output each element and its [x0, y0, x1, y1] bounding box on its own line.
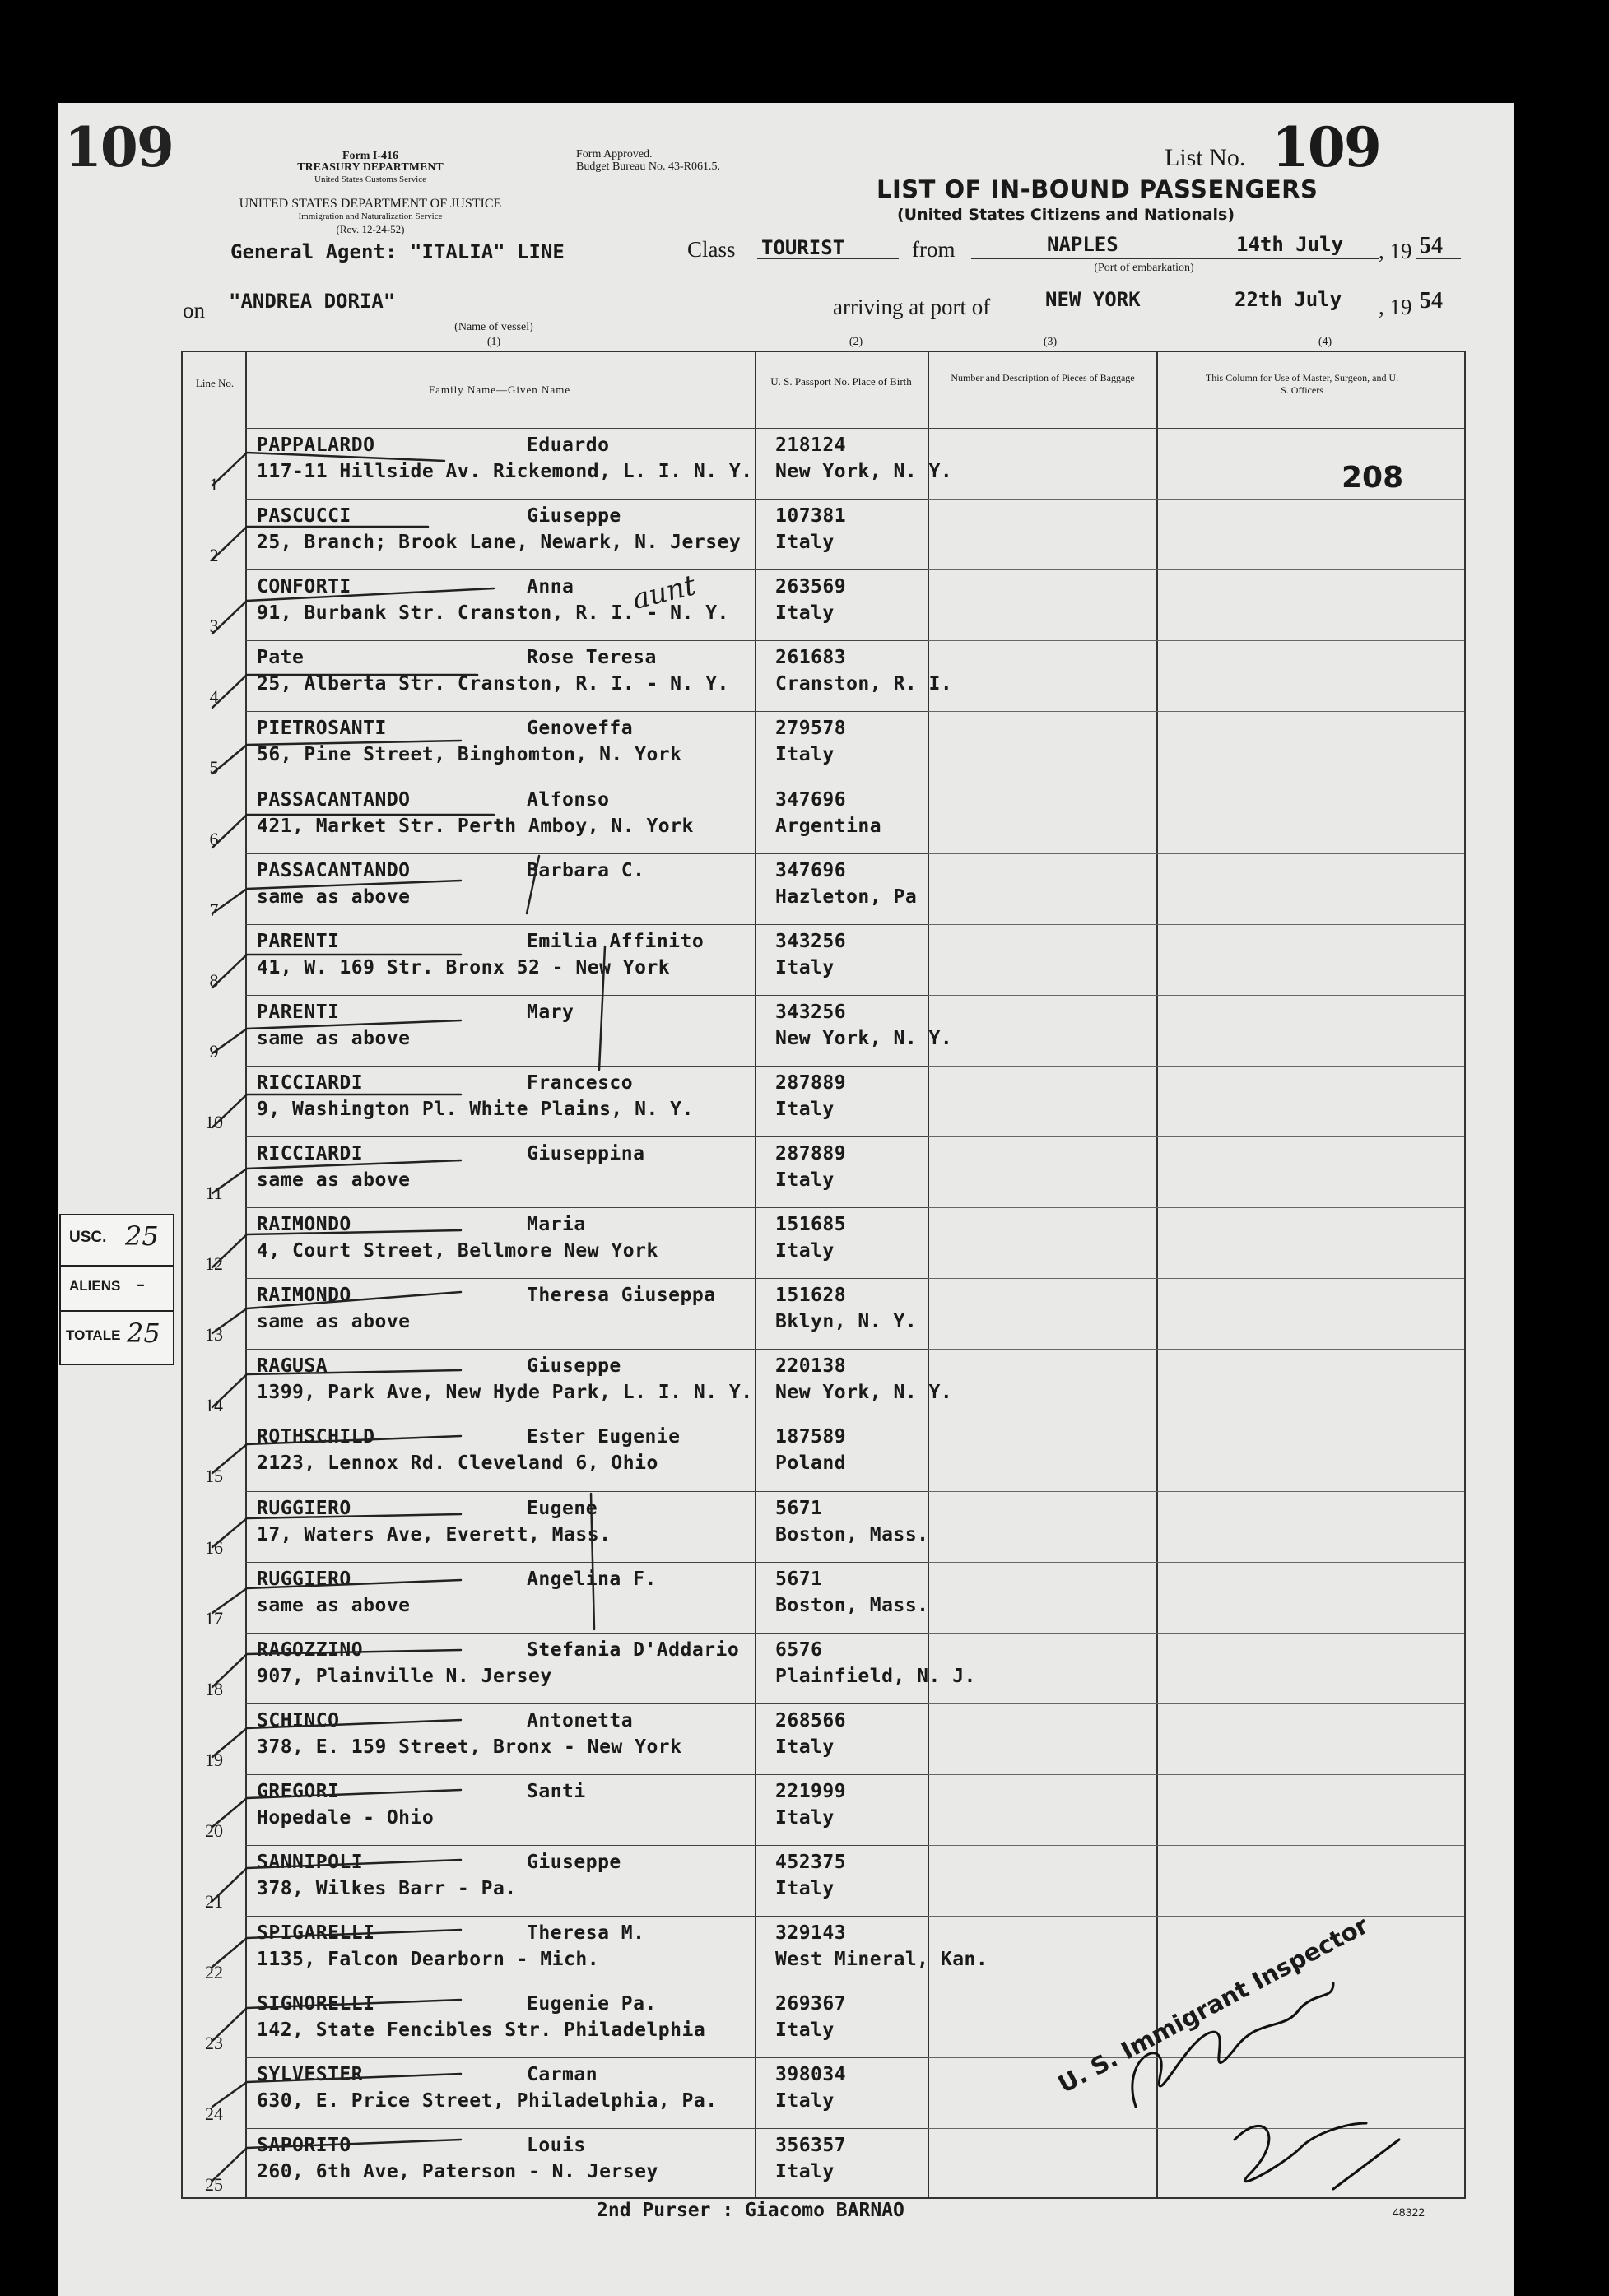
- line-number: 3: [209, 616, 219, 637]
- given-name: Mary: [527, 1001, 574, 1023]
- header-name: Family Name—Given Name: [428, 383, 571, 396]
- address: same as above: [257, 1027, 411, 1049]
- passport-number: 343256: [775, 930, 847, 952]
- treasury-dept: TREASURY DEPARTMENT: [297, 161, 444, 174]
- place-of-birth: New York, N. Y.: [775, 1027, 953, 1049]
- passport-number: 452375: [775, 1852, 847, 1873]
- place-of-birth: Italy: [775, 1878, 835, 1899]
- vessel-name: "ANDREA DORIA": [229, 290, 396, 313]
- address: same as above: [257, 885, 411, 908]
- total-value: 25: [127, 1318, 160, 1349]
- family-name: Pate: [257, 647, 305, 669]
- embark-year-prefix: , 19: [1379, 239, 1412, 263]
- given-name: Rose Teresa: [527, 647, 657, 669]
- family-name: RAGOZZINO: [257, 1638, 364, 1661]
- on-label: on: [183, 298, 205, 323]
- line-number: 21: [205, 1891, 223, 1912]
- column-4-number: (4): [1318, 336, 1332, 348]
- budget-bureau: Budget Bureau No. 43-R061.5.: [576, 160, 720, 173]
- family-name: PIETROSANTI: [257, 718, 387, 740]
- line-number: 2: [209, 545, 219, 566]
- form-approved: Form Approved.: [576, 148, 653, 160]
- address: 2123, Lennox Rd. Cleveland 6, Ohio: [257, 1452, 658, 1475]
- total-label: TOTALE: [66, 1327, 121, 1343]
- place-of-birth: Bklyn, N. Y.: [775, 1311, 918, 1333]
- passport-number: 343256: [775, 1001, 847, 1023]
- line-number: 9: [209, 1040, 219, 1062]
- address: Hopedale - Ohio: [257, 1806, 435, 1829]
- address: 1399, Park Ave, New Hyde Park, L. I. N. Y.: [257, 1382, 753, 1404]
- passport-number: 398034: [775, 2064, 847, 2086]
- passport-number: 356357: [775, 2135, 847, 2157]
- customs-service: United States Customs Service: [314, 174, 426, 184]
- line-number: 18: [205, 1678, 223, 1699]
- line-number: 22: [205, 1962, 223, 1983]
- form-subtitle: (United States Citizens and Nationals): [897, 206, 1235, 224]
- passport-number: 263569: [775, 576, 847, 598]
- list-number: 109: [1272, 115, 1380, 179]
- line-number: 12: [205, 1253, 223, 1275]
- passport-number: 261683: [775, 647, 847, 669]
- line-number: 5: [209, 757, 219, 779]
- passport-number: 151628: [775, 1285, 847, 1307]
- column-1-number: (1): [486, 336, 501, 348]
- given-name: Eugene: [527, 1497, 598, 1519]
- family-name: PASCUCCI: [257, 505, 351, 528]
- passport-number: 347696: [775, 859, 847, 881]
- header-passport: U. S. Passport No. Place of Birth: [770, 375, 912, 388]
- family-name: SANNIPOLI: [257, 1852, 364, 1873]
- place-of-birth: Argentina: [775, 815, 882, 837]
- place-of-birth: Italy: [775, 1736, 835, 1758]
- family-name: RAIMONDO: [257, 1214, 351, 1236]
- revision-date: (Rev. 12-24-52): [336, 223, 405, 235]
- passport-number: 220138: [775, 1355, 847, 1378]
- place-of-birth: Plainfield, N. J.: [775, 1665, 976, 1687]
- port-embark-caption: (Port of embarkation): [1094, 262, 1194, 274]
- family-name: CONFORTI: [257, 576, 351, 598]
- address: 41, W. 169 Str. Bronx 52 - New York: [257, 956, 671, 978]
- address: 260, 6th Ave, Paterson - N. Jersey: [257, 2161, 658, 2183]
- address: 91, Burbank Str. Cranston, R. I. - N. Y.: [257, 602, 729, 625]
- passport-number: 269367: [775, 1993, 847, 2015]
- place-of-birth: Italy: [775, 602, 835, 625]
- line-number: 10: [205, 1111, 223, 1132]
- given-name: Theresa Giuseppa: [527, 1285, 716, 1307]
- place-of-birth: Boston, Mass.: [775, 1523, 929, 1545]
- from-label: from: [912, 237, 956, 262]
- place-of-birth: Italy: [775, 956, 835, 978]
- line-number: 8: [209, 969, 219, 991]
- passport-number: 329143: [775, 1922, 847, 1945]
- place-of-birth: Boston, Mass.: [775, 1594, 929, 1616]
- passport-number: 218124: [775, 435, 847, 456]
- family-name: PARENTI: [257, 930, 340, 952]
- given-name: Louis: [527, 2135, 586, 2157]
- family-name: RAIMONDO: [257, 1285, 351, 1307]
- address: 17, Waters Ave, Everett, Mass.: [257, 1523, 612, 1545]
- family-name: RICCIARDI: [257, 1071, 364, 1094]
- aliens-label: ALIENS: [69, 1278, 121, 1294]
- line-number: 6: [209, 828, 219, 849]
- form-number: Form I-416: [342, 150, 399, 162]
- passport-number: 5671: [775, 1568, 823, 1590]
- given-name: Carman: [527, 2064, 598, 2086]
- given-name: Genoveffa: [527, 718, 634, 740]
- place-of-birth: Italy: [775, 744, 835, 766]
- address: 378, E. 159 Street, Bronx - New York: [257, 1736, 682, 1758]
- passport-number: 279578: [775, 718, 847, 740]
- vessel-caption: (Name of vessel): [454, 321, 533, 333]
- given-name: Ester Eugenie: [527, 1426, 681, 1448]
- corner-number: 109: [64, 115, 173, 179]
- address: 117-11 Hillside Av. Rickemond, L. I. N. Y.: [257, 461, 753, 482]
- usc-label: USC.: [69, 1229, 107, 1246]
- line-number: 19: [205, 1749, 223, 1770]
- family-name: PASSACANTANDO: [257, 859, 411, 881]
- family-name: RUGGIERO: [257, 1568, 351, 1590]
- embarkation-date: 14th July: [1236, 233, 1344, 256]
- given-name: Angelina F.: [527, 1568, 657, 1590]
- column-3-number: (3): [1043, 336, 1058, 348]
- place-of-birth: Poland: [775, 1452, 847, 1475]
- place-of-birth: West Mineral, Kan.: [775, 1949, 988, 1971]
- line-number: 11: [205, 1183, 223, 1203]
- arriving-label: arriving at port of: [833, 295, 991, 319]
- address: 907, Plainville N. Jersey: [257, 1665, 552, 1687]
- header-baggage: Number and Description of Pieces of Baggage: [951, 372, 1135, 383]
- place-of-birth: Italy: [775, 1098, 835, 1120]
- line-number: 20: [205, 1820, 223, 1841]
- place-of-birth: Hazleton, Pa: [775, 885, 918, 908]
- family-name: SPIGARELLI: [257, 1922, 375, 1945]
- family-name: GREGORI: [257, 1780, 340, 1802]
- passport-number: 287889: [775, 1071, 847, 1094]
- purser-signature: 2nd Purser : Giacomo BARNAO: [597, 2200, 904, 2221]
- address: 25, Branch; Brook Lane, Newark, N. Jersey: [257, 532, 742, 554]
- place-of-birth: Italy: [775, 1169, 835, 1191]
- family-name: PASSACANTANDO: [257, 788, 411, 811]
- address: same as above: [257, 1169, 411, 1191]
- given-name: Eugenie Pa.: [527, 1993, 657, 2015]
- family-name: SCHINCO: [257, 1709, 340, 1731]
- place-of-birth: Italy: [775, 2161, 835, 2183]
- address: same as above: [257, 1594, 411, 1616]
- place-of-birth: New York, N. Y.: [775, 1382, 953, 1404]
- given-name: Anna: [527, 576, 574, 598]
- place-of-birth: Italy: [775, 1240, 835, 1262]
- line-number: 17: [205, 1607, 223, 1629]
- printer-code: 48322: [1393, 2205, 1425, 2219]
- line-number: 13: [205, 1324, 223, 1346]
- embark-year: 54: [1420, 233, 1443, 258]
- place-of-birth: Cranston, R. I.: [775, 673, 953, 695]
- arrival-year-prefix: , 19: [1379, 295, 1412, 319]
- family-name: SYLVESTER: [257, 2064, 364, 2086]
- general-agent: "ITALIA" LINE: [410, 240, 565, 263]
- family-name: ROTHSCHILD: [257, 1426, 375, 1448]
- general-agent-label: General Agent:: [230, 240, 398, 263]
- place-of-birth: Italy: [775, 532, 835, 554]
- address: 4, Court Street, Bellmore New York: [257, 1240, 658, 1262]
- passport-number: 187589: [775, 1426, 847, 1448]
- justice-dept: UNITED STATES DEPARTMENT OF JUSTICE: [239, 197, 502, 211]
- address: 142, State Fencibles Str. Philadelphia: [257, 2019, 706, 2042]
- header-line-no: Line No.: [195, 377, 235, 389]
- aunt-note: aunt: [629, 569, 700, 616]
- passport-number: 287889: [775, 1143, 847, 1164]
- header-officers: This Column for Use of Master, Surgeon, and U. S. Officers: [1205, 372, 1399, 396]
- family-name: RUGGIERO: [257, 1497, 351, 1519]
- given-name: Giuseppe: [527, 505, 621, 528]
- family-name: SAPORITO: [257, 2135, 351, 2157]
- usc-value: 25: [125, 1220, 159, 1252]
- passport-number: 221999: [775, 1780, 847, 1802]
- list-no-label: List No.: [1165, 144, 1246, 171]
- given-name: Antonetta: [527, 1709, 634, 1731]
- port-of-embarkation: NAPLES: [1047, 233, 1118, 256]
- class-label: Class: [687, 237, 736, 262]
- address: 378, Wilkes Barr - Pa.: [257, 1878, 517, 1899]
- family-name: RAGUSA: [257, 1355, 328, 1378]
- address: same as above: [257, 1311, 411, 1333]
- officer-note: 208: [1342, 461, 1404, 495]
- address: 630, E. Price Street, Philadelphia, Pa.: [257, 2090, 718, 2112]
- passport-number: 5671: [775, 1497, 823, 1519]
- passport-number: 151685: [775, 1214, 847, 1236]
- given-name: Stefania D'Addario: [527, 1638, 740, 1661]
- address: 1135, Falcon Dearborn - Mich.: [257, 1949, 600, 1971]
- passport-number: 347696: [775, 788, 847, 811]
- aliens-value: -: [137, 1270, 145, 1297]
- family-name: RICCIARDI: [257, 1143, 364, 1164]
- ins-service: Immigration and Naturalization Service: [298, 211, 443, 221]
- line-number: 7: [209, 899, 219, 920]
- family-name: SIGNORELLI: [257, 1993, 375, 2015]
- address: 25, Alberta Str. Cranston, R. I. - N. Y.: [257, 673, 729, 695]
- passenger-class: TOURIST: [761, 236, 845, 259]
- given-name: Barbara C.: [527, 859, 645, 881]
- given-name: Giuseppe: [527, 1355, 621, 1378]
- line-number: 25: [205, 2174, 223, 2196]
- line-number: 15: [205, 1466, 223, 1487]
- given-name: Maria: [527, 1214, 586, 1236]
- column-2-number: (2): [849, 336, 863, 348]
- given-name: Santi: [527, 1780, 586, 1802]
- given-name: Theresa M.: [527, 1922, 645, 1945]
- line-number: 16: [205, 1536, 223, 1558]
- given-name: Eduardo: [527, 435, 610, 456]
- totals-box: [59, 1214, 174, 1365]
- line-number: 23: [205, 2033, 223, 2054]
- line-number: 14: [205, 1395, 223, 1416]
- line-number: 24: [205, 2103, 223, 2125]
- form-title: LIST OF IN-BOUND PASSENGERS: [877, 175, 1318, 203]
- inspector-stamp: U. S. Immigrant Inspector: [1053, 1911, 1374, 2099]
- arrival-year: 54: [1420, 288, 1443, 314]
- arrival-port: NEW YORK: [1045, 288, 1141, 311]
- passport-number: 107381: [775, 505, 847, 528]
- address: 421, Market Str. Perth Amboy, N. York: [257, 815, 694, 837]
- given-name: Francesco: [527, 1071, 634, 1094]
- family-name: PARENTI: [257, 1001, 340, 1023]
- place-of-birth: Italy: [775, 1806, 835, 1829]
- given-name: Alfonso: [527, 788, 610, 811]
- arrival-date: 22th July: [1235, 288, 1342, 311]
- given-name: Giuseppe: [527, 1852, 621, 1873]
- family-name: PAPPALARDO: [257, 435, 375, 456]
- place-of-birth: Italy: [775, 2019, 835, 2042]
- given-name: Emilia Affinito: [527, 930, 705, 952]
- given-name: Giuseppina: [527, 1143, 645, 1164]
- passport-number: 6576: [775, 1638, 823, 1661]
- place-of-birth: New York, N. Y.: [775, 461, 953, 482]
- line-number: 1: [209, 474, 219, 495]
- line-number: 4: [209, 686, 219, 708]
- address: 9, Washington Pl. White Plains, N. Y.: [257, 1098, 694, 1120]
- address: 56, Pine Street, Binghomton, N. York: [257, 744, 682, 766]
- place-of-birth: Italy: [775, 2090, 835, 2112]
- passport-number: 268566: [775, 1709, 847, 1731]
